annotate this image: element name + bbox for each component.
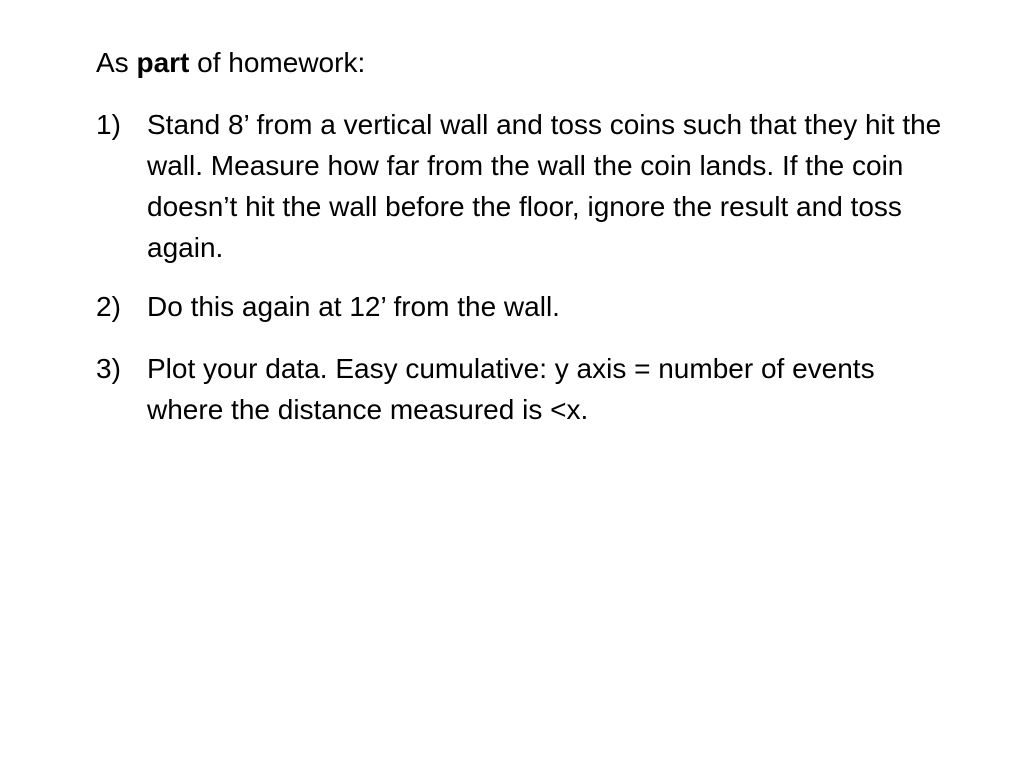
intro-line: [96, 42, 365, 83]
list-item-text: Do this again at 12’ from the wall.: [147, 291, 560, 322]
list-item-text: Stand 8’ from a vertical wall and toss coins such that they hit the wall. Measure how far from the wall the coin lands. If the coin doesn’t hit the wall before the floor, ignore the result and toss again.: [147, 109, 942, 263]
intro-prefix: As: [96, 47, 137, 78]
list-item: [96, 348, 956, 430]
list-item-text: Plot your data. Easy cumulative: y axis = number of events where the distance measured is <x.: [147, 353, 875, 425]
list-item-number: 1): [96, 109, 121, 140]
intro-bold-word: part: [136, 47, 190, 78]
list-item: [96, 286, 956, 327]
list-item-number: 3): [96, 353, 121, 384]
list-item-number: 2): [96, 291, 121, 322]
intro-suffix: of homework:: [189, 47, 366, 78]
list-item: [96, 104, 956, 268]
